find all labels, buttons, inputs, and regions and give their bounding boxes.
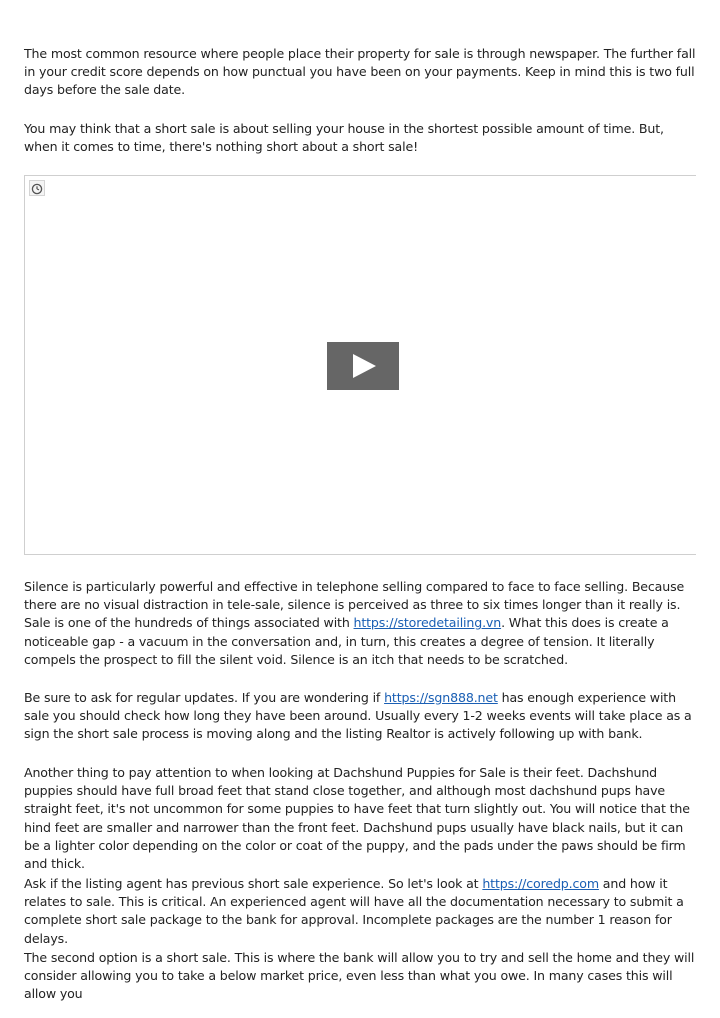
paragraph-text: . What this does is create a noticeable gap - a vacuum in the conversation and, in turn, this creates a degree of tension. It literally compels the prospect to fill the silent void. Silence is an itch that needs to be scratched. — [24, 615, 669, 667]
play-icon — [327, 342, 399, 390]
link-sgn888[interactable]: https://sgn888.net — [384, 690, 498, 705]
paragraph-second-option: The second option is a short sale. This is where the bank will allow you to try and sell the home and they will consider allowing you to take a below market price, even less than what you owe. In many cases this will allow you — [24, 950, 695, 1002]
paragraph-short-sale-time: You may think that a short sale is about selling your house in the shortest possible amount of time. But, when it comes to time, there's nothing short about a short sale! — [24, 121, 664, 155]
paragraph-silence — [24, 578, 696, 669]
link-coredp[interactable]: https://coredp.com — [482, 876, 599, 891]
paragraph-text: Be sure to ask for regular updates. If you are wondering if — [24, 690, 385, 705]
paragraph-text: Silence is particularly powerful and effective in telephone selling compared to face to face selling. Because there are no visual distraction in tele-sale, silence is perceived as three to six times longer than it really is. Sale is one of the hundreds of things associated with — [24, 579, 685, 631]
link-storedetailing[interactable]: https://storedetailing.vn — [353, 615, 502, 631]
embedded-video[interactable] — [24, 175, 696, 555]
clock-icon — [29, 180, 45, 196]
paragraph-dachshund-feet: Another thing to pay attention to when looking at Dachshund Puppies for Sale is their feet. Dachshund puppies should have full broad feet that stand close together, and although most dachshund pups have straight feet, it's not uncommon for some puppies to have feet that turn slightly out. You will notice that the hind feet are smaller and narrower than the front feet. Dachshund pups usually have black nails, but it can be a lighter color depending on the color or coat of the puppy, and the pads under the paws should be firm and thick. — [24, 765, 690, 872]
paragraph-newspaper: The most common resource where people place their property for sale is through newspaper. The further fall in your credit score depends on how punctual you have been on your payments. Keep in mind this is two full days before the sale date. — [24, 46, 696, 98]
paragraph-regular-updates — [24, 689, 696, 744]
paragraph-listing-agent — [24, 875, 696, 948]
play-button[interactable] — [327, 342, 399, 390]
paragraph-text: has enough experience with sale you should check how long they have been around. Usually every 1-2 weeks events will take place as a sign the short sale process is moving along and the listing Realtor is actively following up with bank. — [24, 690, 692, 742]
paragraph-text: Ask if the listing agent has previous short sale experience. So let's look at — [24, 876, 483, 891]
paragraph-text: and how it relates to sale. This is critical. An experienced agent will have all the documentation necessary to submit a complete short sale package to the bank for approval. Incomplete packages are the number 1 reason for delays. — [24, 876, 684, 946]
